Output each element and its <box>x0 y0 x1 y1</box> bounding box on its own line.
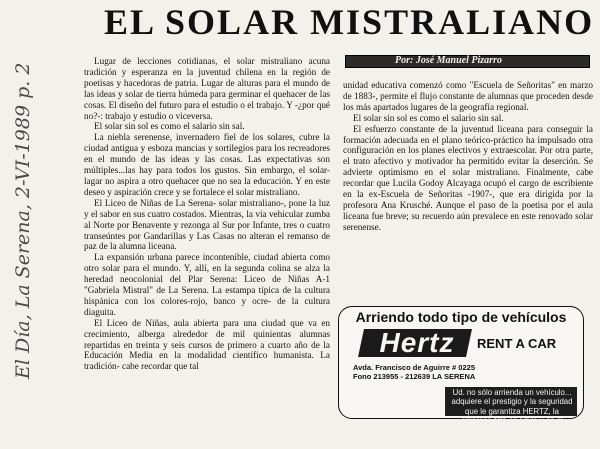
ad-service: RENT A CAR <box>477 336 557 351</box>
article-byline: Por: José Manuel Pizarro <box>395 55 502 66</box>
handwritten-source-note: El Día, La Serena, 2-VI-1989 p. 2 <box>12 62 34 379</box>
paragraph: Lugar de lecciones cotidianas, el solar mistraliano acuna tradición y esperanza en la juventud chilena en la región de poetisas y hacedoras de patria. Lugar de alturas para el mundo de las ideas y solar de tierra húmeda para germinar el quehacer de las cosas. El diseño del futuro para el estudio o el trabajo. Y -¿por qué no?-: trabajo y estudio o viceversa. <box>84 56 330 121</box>
article-column-2 <box>343 80 593 298</box>
paragraph: El Liceo de Niñas, aula abierta para una ciudad que va en crecimiento, alberga alrededor de mil quinientas alumnas repartidas en treinta y seis cursos de primero a cuarto año de la Educación Media en la modalidad científico humanista. La tradición- cabe recordar que tal <box>84 317 330 372</box>
paragraph: El esfuerzo constante de la juventud liceana para conseguir la formación adecuada en el plano teórico-práctico ha impulsado otra configuración en los planes electivos y extraescolar. Por otra parte, el trato afectivo y motivador ha permitido evitar la deserción. Se advierte optimismo en el solar mistraliano. Finalmente, cabe recordar que Lucila Godoy Alcayaga ocupó el cargo de escribiente en la ex-Escuela de Señoritas -1907-, que era dirigida por la profesora Ana Krusché. Aunque el paso de la poetisa por el aula liceana fue breve; su recuerdo aún prevalece en este renovado solar serenense. <box>343 123 593 232</box>
paragraph: El solar sin sol es como el salario sin sal. <box>94 121 245 132</box>
hertz-logo: Hertz <box>379 327 455 358</box>
ad-title: Arriendo todo tipo de vehículos <box>355 309 567 325</box>
ad-phone: Fono 213955 - 212639 LA SERENA <box>353 372 476 381</box>
paragraph: El solar sin sol es como el salario sin sal. <box>353 112 504 123</box>
ad-address: Avda. Francisco de Aguirre # 0225 <box>353 363 475 372</box>
paragraph: La expansión urbana parece incontenible, ciudad abierta como otro solar para el mundo. Y, allí, en la segunda colina se alza la heredad neocolonial del Plar Serena: Liceo de Niñas A-1 "Gabriela Mistral" de La Serena. La estampa típica de la cultura hispánica con los colores-rojo, banco y ocre- de la cultura diaguita. <box>84 252 330 317</box>
ad-promo-text: Ud. no sólo arrienda un vehículo... adquiere el prestigio y la seguridad que le garantiza HERTZ, la empresa Nº1 en Chile y en el mundo. <box>451 388 573 435</box>
paragraph: El Liceo de Niñas de La Serena- solar mistraliano-, pone la luz y el sabor en sus cuatro costados. Mientras, la vía vehicular zumba al Norte por Benavente y rezonga al Sur por Infante, tres o cuatro transeúntes por Gandarillas y Las Casas no alteran el remanso de paz de la alumna liceana. <box>84 197 330 252</box>
ad-contact <box>353 363 493 381</box>
hertz-advertisement <box>338 306 584 435</box>
article-headline: EL SOLAR MISTRALIANO <box>104 2 595 42</box>
paragraph: unidad educativa comenzó como "Escuela de Señoritas" en marzo de 1883-, permite el flujo constante de alumnas que proceden desde los más apartados lugares de la geografía regional. <box>343 80 593 112</box>
paragraph: La niebla serenense, invernadero fiel de los solares, cubre la ciudad antigua y esboza mancias y sortilegios para los recreadores en el mundo de las ideas y las cosas. Las expectativas son múltiples...las hay para todos los gustos. Sin embargo, el solar-lagar no aspira a otro quehacer que no sea la educación. Y en este deseo y aspiración crece y se fortalece el solar mistraliano. <box>84 132 330 197</box>
article-column-1 <box>84 56 330 448</box>
